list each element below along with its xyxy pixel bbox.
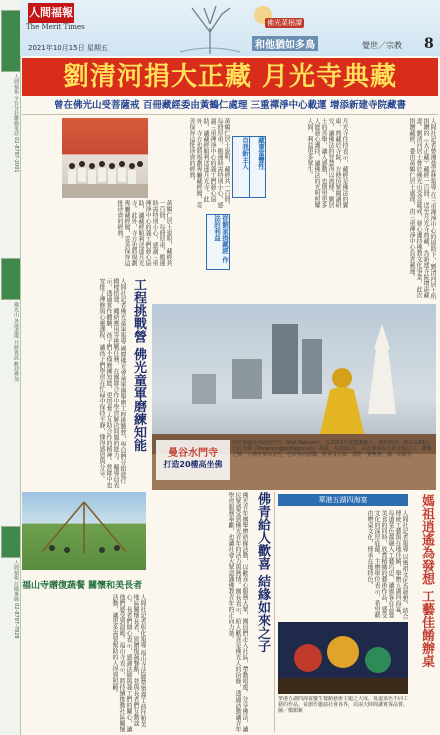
strip-text-1: 人間福報 全台分社聯絡電話 02-8787-2001 — [13, 74, 19, 173]
masthead-logo-en: The Merit Times — [26, 23, 85, 31]
article-column-4: 黃鶴仁居士說明，藏經共一百冊，每冊厚重，搬運時需特別小心，感謝三重禪淨中心的義工們發心協助，讓藏經順利送達月光寺。此外，寺方也將規劃專屬藏經閣，妥善保存這批珍貴的經典。 — [116, 200, 172, 266]
masthead-ad-badge: 佛光菜根譚 — [267, 19, 302, 27]
youth-article: 佛光青年團舉辦結緣活動，以歡喜心服務大眾，團員們走入社區，帶動唱遊、分享佛法，讓民眾感受到佛光青年的活力與熱情。團長表示，給人歡喜是佛光人的信條，透過活動讓青年學習服務奉獻，也讓社會大眾認識佛教青年的正向力量。 — [227, 492, 248, 732]
left-ad-strip — [0, 0, 21, 735]
pull-quote-line-1: 藏書富豐性 — [257, 137, 265, 170]
strip-block-2 — [1, 258, 21, 300]
right-feature-tag: 華港五湖四海宴 — [278, 494, 408, 506]
banquet-caption: 華港五湖四海宴慶生餐餚藝術主題之大成，每道菜色不同工藝的作品，並創作邀請社會各界，以兩天時間讓賓客品嘗。圖／鄭頗紫 — [278, 696, 408, 714]
pull-quote-box-2 — [232, 136, 250, 198]
fushan-photo-art — [22, 492, 146, 570]
masthead-logo: 人間福報 — [28, 3, 74, 23]
fushan-article: 人間社記者彰化報導 福山寺法師帶領義工前往和美地區關懷長者，致贈復蔬餐點，並與長者們互動談心。長者們開心表示，感謝法師與義工們的關心，讓他們感受到溫暖。福山寺表示，將持續推動社區關懷活動，讓更多需要幫助的人得到照顧。 — [111, 594, 146, 732]
camp-article: 人間社記者佛光童軍報導 國際佛光會童軍團舉辦工程挑戰營，學員們分組進行橋樑搭建、繩結應用等挑戰任務，在團隊合作中學習解決問題的能力。輔導員表示，透過實作體驗，孩子們不僅磨練知能，更培養了互助合作的精神。營隊中也安排了禪修與心靈課程，讓孩子們學習在忙碌中保持平靜，懂得感恩與分享。 — [98, 278, 126, 488]
temple-caption: 位於泰國曼谷的水門寺（Wat Paknam），在2019年底建案動工，歷經兩年，後以高69公尺的大佛（Phramongkolthepmuni）高成，在2021年，以此佛像為首的寺院完工，佛像之尊，大佛全身以金色，色彩極為鮮豔，遊客及信眾，都能一覽無遺。圖／法新社 — [232, 440, 432, 458]
right-feature-article: 人間社記者報導 以媽祖文化為發想，結合傳統工藝與在地佳餚，舉辦五湖四海宴，每道菜色都融入工藝巧思，讓賓客在品嘗美食的同時，欣賞精緻的藝術作品，感受文化的深厚底蘊。主辦單位表示，希望藉由辦桌文化，傳承在地特色。 — [366, 510, 408, 620]
page-number: 8 — [424, 36, 434, 52]
temple-title-card — [156, 440, 230, 480]
pull-quote-box — [248, 136, 266, 198]
banquet-photo-art — [278, 622, 408, 694]
tree-illustration — [170, 2, 250, 54]
article-column-2: 月光寺住持表示，藏經是佛法的寶庫，典藏於寺院，方便信眾閱讀研究，讓佛法的智慧得以流傳。劉居士的善舉，讓人感動，也期望更多人能發心護持，讓佛法的光明照耀人間，利益更多眾生。 — [306, 118, 348, 208]
group-photo-figures — [62, 118, 148, 198]
group-photo — [62, 118, 148, 198]
article-column-3: 黃鶴仁居士說明，藏經共一百冊，每冊厚重，搬運時需特別小心，感謝三重禪淨中心的義工們發心協助，讓藏經順利送達月光寺。此外，寺方也將規劃專屬藏經閣，妥善保存這批珍貴的經典。 — [188, 118, 230, 208]
main-headline: 劉清河捐大正藏 月光寺典藏 — [22, 58, 438, 96]
strip-logo-block — [1, 10, 21, 72]
masthead-motto: 和他猶如多鳥 — [252, 36, 318, 51]
pull-quote-line-2: 自我新主人 — [241, 137, 249, 170]
banquet-photo — [278, 622, 408, 694]
youth-headline: 佛青給人歡喜 結緣如來之子 — [255, 492, 270, 653]
right-feature-headline: 媽祖逍遙為發想 工藝佳餚辦桌 — [419, 494, 434, 668]
strip-text-2: 佛光山 各地道場 共修資訊 歡迎參加 — [13, 302, 19, 382]
section-label: 覺世／宗教 — [362, 41, 402, 50]
fushan-photo — [22, 492, 146, 570]
strip-text-3: 人間福報 訂閱專線 02-8787-7828 — [13, 560, 19, 639]
issue-date: 2021年10月15日 星期五 — [28, 44, 108, 52]
temple-title: 曼谷水門寺 — [168, 448, 218, 459]
article-column-1: 人間社記者曾湘曼雲林報導 在三重禪淨中心的協助下，劉清河居士所捐贈的《大正藏》藏經一百冊，送至月光寺典藏，為新建寺院增添藏書。劉清河居士曾於佛光山受菩薩戒，發心護持佛教文化事業，此次捐贈藏經，委由黃鶴仁居士處理，由三重禪淨中心負責載運。 — [408, 118, 436, 300]
side-note-box: 從劉家捐藏經 作法的利益 — [206, 214, 230, 270]
camp-headline: 工程挑戰營 佛光童軍磨練知能 — [131, 278, 146, 452]
temple-subtitle: 打造20樓高坐佛 — [163, 460, 223, 469]
strip-block-3 — [1, 526, 21, 558]
fushan-headline: 福山寺贈復蔬餐 關懷和美長者 — [22, 581, 143, 591]
sub-headline: 曾在佛光山受菩薩戒 百冊藏經委由黃鶴仁處理 三重禪淨中心載運 增添新建寺院藏書 — [22, 98, 438, 115]
column-divider — [274, 492, 275, 732]
